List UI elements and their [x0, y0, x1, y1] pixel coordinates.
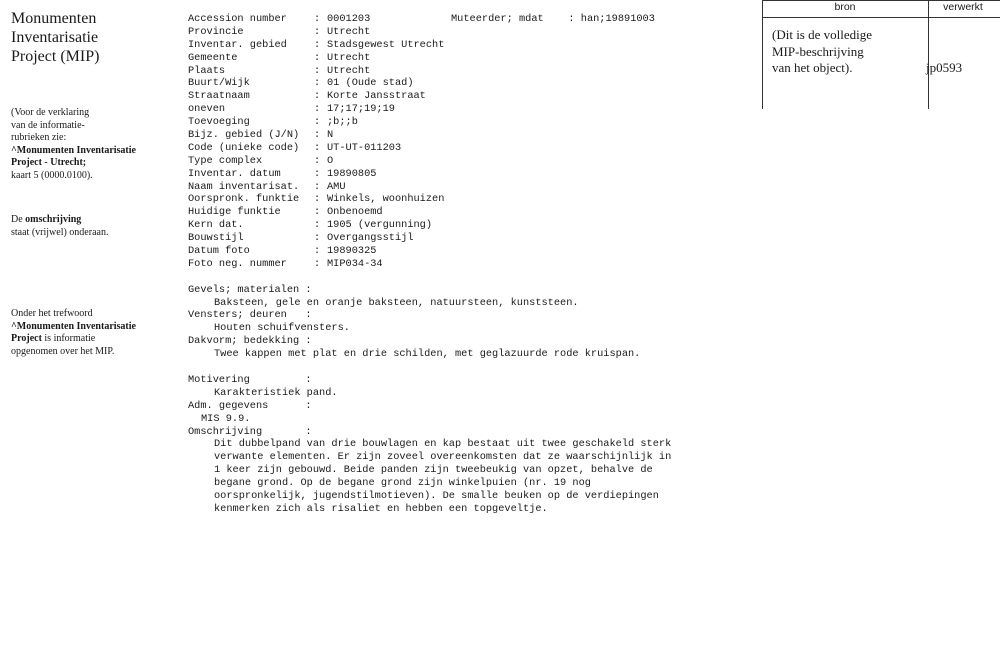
field-separator: : [314, 232, 321, 245]
bron-line: MIP-beschrijving [772, 43, 864, 59]
note-line: staat (vrijwel) onderaan. [11, 226, 109, 238]
field-label: oneven [188, 103, 226, 116]
adm-gegevens-label: Adm. gegevens : [188, 399, 312, 412]
record-field-row [188, 181, 671, 194]
field-label: Provincie [188, 25, 244, 38]
field-label: Foto neg. nummer [188, 257, 287, 270]
record-field-row [188, 193, 671, 206]
table-header-border [762, 17, 1000, 18]
record-field-row [188, 142, 671, 155]
record-field-row [188, 219, 671, 232]
field-label: Straatnaam [188, 90, 250, 103]
vensters-deuren-value: Houten schuifvensters. [214, 322, 350, 335]
note-line: van de informatie- [11, 119, 85, 131]
field-value: Onbenoemd [327, 206, 383, 219]
field-value: Overgangsstijl [327, 232, 414, 245]
omschrijving-label: Omschrijving : [188, 425, 312, 438]
omschrijving-line: kenmerken zich als risaliet en hebben een topgeveltje. [214, 502, 548, 515]
field-separator: : [314, 193, 321, 206]
field-value: Stadsgewest Utrecht [327, 38, 445, 51]
note-keyword: ^Monumenten Inventarisatie [11, 320, 136, 332]
field-value: Utrecht [327, 64, 371, 77]
field-label: Naam inventarisat. [188, 180, 300, 193]
field-separator: : [314, 77, 321, 90]
record-field-row [188, 90, 671, 103]
field-value: 0001203 [327, 13, 371, 25]
field-label: Bijz. gebied (J/N) [188, 129, 300, 142]
record-field-row [188, 77, 671, 90]
gevels-materialen-value: Baksteen, gele en oranje baksteen, natuursteen, kunststeen. [214, 296, 579, 309]
note-line: rubrieken zie: [11, 132, 67, 144]
field-label: Datum foto [188, 245, 250, 258]
record-field-row [188, 232, 671, 245]
record-field-row [188, 103, 671, 116]
field-separator: : [314, 103, 321, 116]
record-field-row [188, 168, 671, 181]
field-label: Type complex [188, 154, 263, 167]
dakvorm-bedekking-label: Dakvorm; bedekking : [188, 335, 312, 348]
field-separator: : [314, 90, 321, 103]
motivering-value: Karakteristiek pand. [214, 386, 338, 399]
field-value: 1905 (vergunning) [327, 219, 433, 232]
field-separator: : [314, 167, 321, 180]
field-label: Plaats [188, 64, 226, 77]
field-separator: : [314, 257, 321, 270]
note-reference-bold: Project - Utrecht; [11, 157, 87, 169]
motivering-label: Motivering : [188, 373, 312, 386]
field-value: 19890805 [327, 167, 377, 180]
field-label: Accession number [188, 13, 287, 25]
field-separator: : [314, 13, 321, 25]
bron-line: van het object). [772, 60, 853, 75]
record-field-row [188, 155, 671, 168]
adm-gegevens-value: MIS 9.9. [201, 412, 251, 425]
field-value: 01 (Oude stad) [327, 77, 414, 90]
note-line: (Voor de verklaring [11, 107, 90, 118]
field-value: Utrecht [327, 51, 371, 64]
field-separator: : [314, 51, 321, 64]
note-rest: is informatie [41, 333, 96, 345]
field-separator: : [314, 245, 321, 258]
mip-record [188, 13, 671, 516]
bron-cell [772, 27, 872, 77]
field-value: 19890325 [327, 245, 377, 258]
title-line: Project (MIP) [11, 48, 100, 65]
omschrijving-line: 1 keer zijn gebouwd. Beide panden zijn tweebeukig van opzet, behalve de [214, 464, 653, 477]
title-line: Inventarisatie [11, 29, 99, 46]
note-keyword: omschrijving [25, 214, 82, 225]
title-line: Monumenten [11, 10, 97, 27]
record-field-row [188, 26, 671, 39]
note-line: opgenomen over het MIP. [11, 345, 115, 357]
record-field-row [188, 258, 671, 271]
field-separator: : [314, 64, 321, 77]
record-field-row [188, 39, 671, 52]
record-field-row [188, 116, 671, 129]
field-label: Code (unieke code) [188, 141, 300, 154]
field-label: Huidige funktie [188, 206, 281, 219]
field-value: UT-UT-011203 [327, 141, 402, 154]
field-label: Bouwstijl [188, 232, 244, 245]
note-prefix: De [11, 214, 26, 225]
gevels-materialen-label: Gevels; materialen : [188, 283, 312, 296]
field-separator: : [314, 180, 321, 193]
omschrijving-line: Dit dubbelpand van drie bouwlagen en kap bestaat uit twee geschakeld sterk [214, 438, 672, 451]
field-value: N [327, 129, 334, 142]
note-line: Onder het trefwoord [11, 308, 93, 319]
dakvorm-bedekking-value: Twee kappen met plat en drie schilden, met geglazuurde rode kruispan. [214, 348, 641, 361]
field-separator: : [314, 38, 321, 51]
record-field-row [188, 13, 671, 26]
field-value: ;b;;b [327, 116, 358, 129]
record-field-row [188, 129, 671, 142]
description-note [11, 214, 108, 239]
legend-note [11, 107, 136, 183]
omschrijving-line: verwante elementen. Er zijn zoveel overeenkomsten dat ze waarschijnlijk in [214, 451, 672, 464]
vensters-deuren-label: Vensters; deuren : [188, 309, 312, 322]
source-table [762, 0, 1000, 109]
omschrijving-line: begane grond. Op de begane grond zijn winkelpuien (nr. 19 nog [214, 477, 591, 490]
document-title [11, 9, 99, 66]
field-label: Inventar. datum [188, 167, 281, 180]
field-separator: : [314, 219, 321, 232]
bron-line: (Dit is de volledige [772, 27, 873, 42]
field-value: Korte Jansstraat [327, 90, 426, 103]
record-field-row [188, 65, 671, 78]
field-value: Utrecht [327, 25, 371, 38]
field-label: Kern dat. [188, 219, 244, 232]
field-value: Winkels, woonhuizen [327, 193, 445, 206]
field-separator: : [314, 206, 321, 219]
field-separator: : [314, 141, 321, 154]
spacer [188, 271, 671, 284]
field-mutation-info: Muteerder; mdat : han;19891003 [451, 13, 655, 25]
field-value: AMU [327, 180, 346, 193]
field-separator: : [314, 25, 321, 38]
table-header-verwerkt: verwerkt [943, 1, 983, 13]
field-separator: : [314, 116, 321, 129]
field-label: Oorspronk. funktie [188, 193, 300, 206]
field-label: Gemeente [188, 51, 238, 64]
table-left-border [762, 0, 763, 109]
field-value: MIP034-34 [327, 257, 383, 270]
field-value: O [327, 154, 334, 167]
spacer [188, 361, 671, 374]
field-separator: : [314, 129, 321, 142]
note-reference-bold: ^Monumenten Inventarisatie [11, 144, 136, 156]
field-value: 17;17;19;19 [327, 103, 395, 116]
field-label: Inventar. gebied [188, 38, 287, 51]
note-line: kaart 5 (0000.0100). [11, 169, 93, 181]
table-header-bron: bron [834, 1, 856, 13]
omschrijving-line: oorspronkelijk, jugendstilmotieven). De smalle beuken op de verdiepingen [214, 489, 659, 502]
field-label: Toevoeging [188, 116, 250, 129]
field-label: Buurt/Wijk [188, 77, 250, 90]
keyword-note [11, 308, 136, 358]
field-separator: : [314, 154, 321, 167]
note-keyword: Project [11, 333, 42, 345]
record-field-row [188, 206, 671, 219]
verwerkt-cell: jp0593 [926, 60, 963, 75]
table-column-divider [928, 0, 929, 109]
record-field-row [188, 52, 671, 65]
record-field-row [188, 245, 671, 258]
